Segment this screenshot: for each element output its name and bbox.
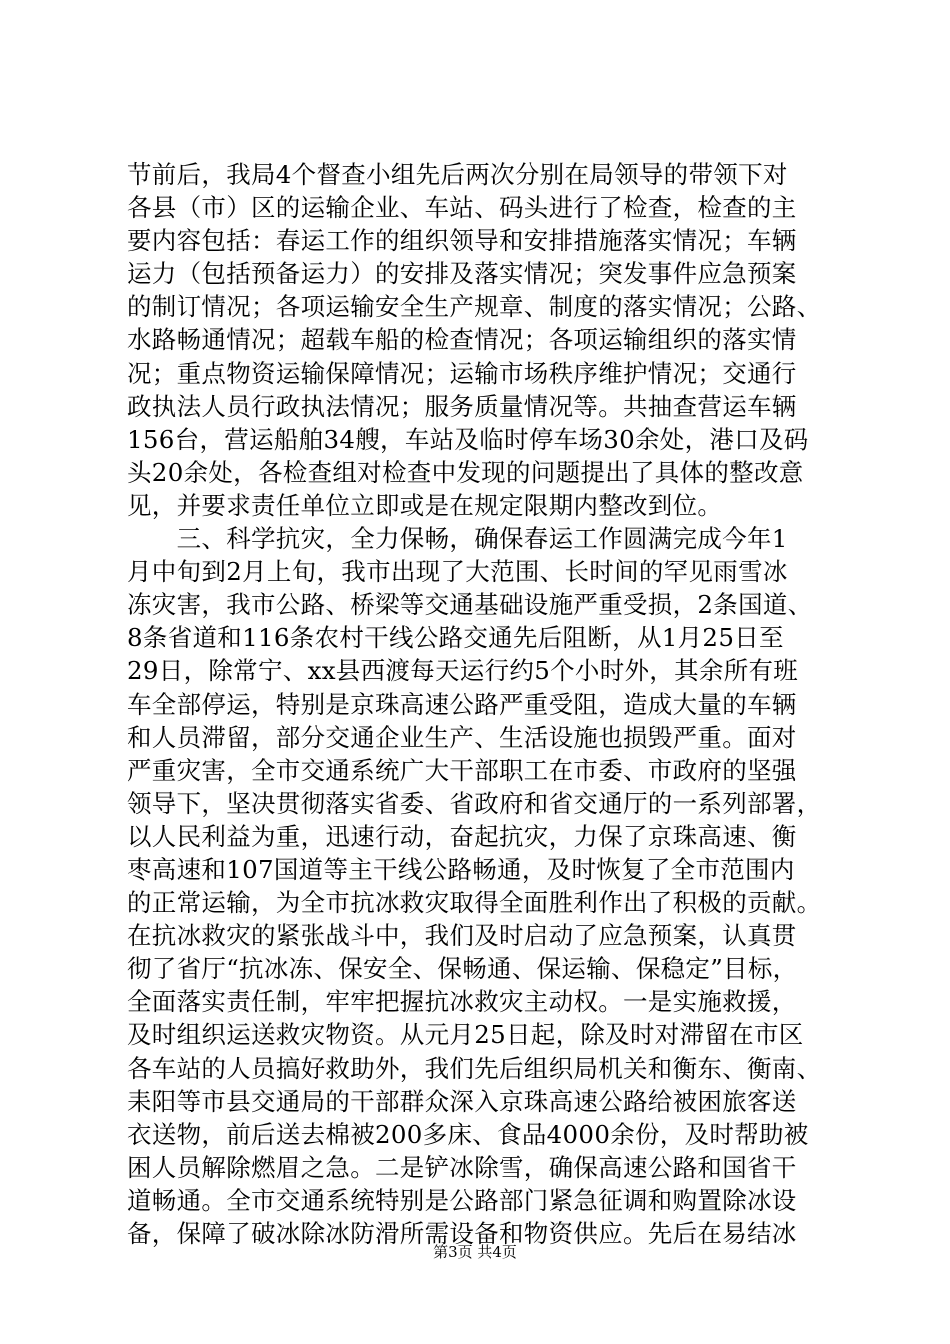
text-line: 领导下，坚决贯彻落实省委、省政府和省交通厅的一系列部署， — [127, 788, 822, 818]
text-line: 节前后，我局4个督查小组先后两次分别在局领导的带领下对 — [127, 160, 788, 189]
text-line: 头20余处，各检查组对检查中发现的问题提出了具体的整改意 — [127, 457, 804, 487]
text-line: 月中旬到2月上旬，我市出现了大范围、长时间的罕见雨雪冰 — [127, 557, 788, 587]
text-line: 29日，除常宁、xx县西渡每天运行约5个小时外，其余所有班 — [127, 656, 799, 686]
text-line: 道畅通。全市交通系统特别是公路部门紧急征调和购置除冰设 — [127, 1185, 797, 1215]
text-line: 困人员解除燃眉之急。二是铲冰除雪，确保高速公路和国省干 — [127, 1152, 797, 1182]
text-line: 在抗冰救灾的紧张战斗中，我们及时启动了应急预案，认真贯 — [127, 921, 797, 951]
text-line: 各县（市）区的运输企业、车站、码头进行了检查，检查的主 — [127, 193, 797, 223]
text-line: 和人员滞留，部分交通企业生产、生活设施也损毁严重。面对 — [127, 722, 797, 752]
text-line: 156台，营运船舶34艘，车站及临时停车场30余处，港口及码 — [127, 424, 809, 454]
text-line: 见，并要求责任单位立即或是在规定限期内整改到位。 — [127, 490, 723, 520]
text-line: 车全部停运，特别是京珠高速公路严重受阻，造成大量的车辆 — [127, 689, 797, 719]
text-line: 冻灾害，我市公路、桥梁等交通基础设施严重受损，2条国道、 — [127, 590, 813, 620]
text-line: 衣送物，前后送去棉被200多床、食品4000余份，及时帮助被 — [127, 1119, 809, 1149]
text-line: 枣高速和107国道等主干线公路畅通，及时恢复了全市范围内 — [127, 854, 795, 884]
text-line: 政执法人员行政执法情况；服务质量情况等。共抽查营运车辆 — [127, 391, 797, 421]
text-line: 各车站的人员搞好救助外，我们先后组织局机关和衡东、衡南、 — [127, 1053, 822, 1083]
text-line: 三、科学抗灾，全力保畅，确保春运工作圆满完成今年1 — [127, 524, 788, 554]
text-line: 的制订情况；各项运输安全生产规章、制度的落实情况；公路、 — [127, 292, 822, 322]
text-line: 备，保障了破冰除冰防滑所需设备和物资供应。先后在易结冰 — [127, 1219, 797, 1248]
text-line: 耒阳等市县交通局的干部群众深入京珠高速公路给被困旅客送 — [127, 1086, 797, 1116]
body-text — [127, 158, 827, 1250]
text-line: 的正常运输，为全市抗冰救灾取得全面胜利作出了积极的贡献。 — [127, 888, 822, 918]
text-line: 8条省道和116条农村干线公路交通先后阻断，从1月25日至 — [127, 623, 784, 653]
text-line: 要内容包括：春运工作的组织领导和安排措施落实情况；车辆 — [127, 226, 797, 256]
text-line: 运力（包括预备运力）的安排及落实情况；突发事件应急预案 — [127, 259, 797, 289]
text-line: 严重灾害，全市交通系统广大干部职工在市委、市政府的坚强 — [127, 755, 797, 785]
text-line: 水路畅通情况；超载车船的检查情况；各项运输组织的落实情 — [127, 325, 797, 355]
text-line: 全面落实责任制，牢牢把握抗冰救灾主动权。一是实施救援， — [127, 987, 797, 1017]
text-line: 及时组织运送救灾物资。从元月25日起，除及时对滞留在市区 — [127, 1020, 804, 1050]
text-line: 以人民利益为重，迅速行动，奋起抗灾，力保了京珠高速、衡 — [127, 821, 797, 851]
page-footer: 第3页 共4页 — [433, 1243, 517, 1261]
text-line: 彻了省厅“抗冰冻、保安全、保畅通、保运输、保稳定”目标， — [127, 954, 798, 984]
text-line: 况；重点物资运输保障情况；运输市场秩序维护情况；交通行 — [127, 358, 797, 388]
